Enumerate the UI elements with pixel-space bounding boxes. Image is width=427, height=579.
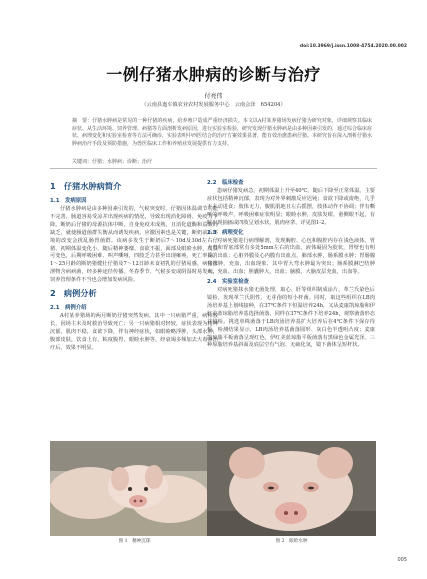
- body-paragraph: 对病死猪进行病理解剖，发现胸腔、心包和腹腔内存在浅色液体，胃大弯和胃底部常有多处5mm左右的出血，液体凝固为胶状，胃壁也有明显的出血；心脏外膜及心内膜有出血点，肺部水肿，肠系膜水肿；胃肠腺有水肿，充血，出血现象，其中胃大弯水肿最为突出；肠系膜淋巴结肿大、充血、出血；胆囊肿大，出血；脑膜、大脑皮层充血，出血等。: [207, 237, 375, 276]
- abstract: 摘 要：仔猪水肿病是常见的一种仔猪的疾病，给养殖户造成严重经济损失。本文以A村某养猪场发病仔猪为研究对象，详细观察其临床症状、从生活环境、饲养管理、病猪等方面剖析发病原因，进行实验室检验，研究发现仔猪水肿病是由多种因素引发的，通过综合临床症状、病理变化和实验室检查等方法可确诊，实验表明中西医结合的治疗方案效果显著，能有效治愈患病仔猪。本研究旨在深入剖析仔猪水肿病治疗手段及预防措施，为兽医临床工作和养殖业发展提供有力支持。: [72, 118, 373, 147]
- piglet-photo-depressed: [50, 441, 219, 536]
- body-paragraph: A村某养猪场的两月断奶仔猪突然发病，其中一只病猪严重，病程较长，因场主未及时救治导致死亡；另一只病猪相对轻较，症状表现为精神沉郁，肌肉不稳，食欲下降，伴有神经症状，如眼睑略浮肿，头部水肿，腹部皮肤，饮食上有，粘度腹胃，眼睑水肿等。经衰竭多频加去大毒素治疗后，效果不明显。: [50, 313, 218, 351]
- subsection-heading: 2.2 临床检查: [207, 180, 244, 186]
- body-paragraph: 仔猪水肿病是由多种因素引发的，气候突变时，仔猪因体温调节功能不完善，肠道容易受凉并出现疾病的情况，导致出现消化障碍、免疫力下降。断奶后仔猪的母源抗体中断，自身免疫未成熟，且消化道酶和益酸的缺乏，就使肠道菌群失衡从而诱发疾病。应激因素也是关键，断奶前后环境的改变会扰乱肠胃菌群。该病多发生于断奶后7～10d及30d左右仔猪，初期体温变化小，随后精神萎靡、食欲不振、面部及眼睑水肿，皮肤可变色，后期呼吸困难、叫声嘶哑，四肢乏力甚至出现瘫痪，死亡率高。1～25月龄的断奶猪健壮仔猪及7～12日龄未食初乳的仔猪易感，病猪排泄物含病病菌，经多种途径传播。冬春季节、气候多变或阴湿时易发病，饲养管理条件不当也会增加发病风险。: [50, 206, 218, 284]
- author-affiliation: （云南县迤车镇农业农村发展服务中心 云南会泽 654204）: [141, 102, 286, 108]
- subsection-heading: 2.4 实验室检查: [207, 279, 249, 286]
- figure-caption: 图 1 精神沉郁: [118, 539, 151, 544]
- doi-line: doi:10.3969/j.issn.1008-4754.2020.00.002: [299, 44, 407, 49]
- header-divider: [50, 168, 377, 169]
- right-column: [207, 178, 375, 350]
- page-number: 005: [397, 557, 407, 563]
- left-column: [50, 178, 218, 353]
- subsection-heading: 2.1 病例介绍: [50, 305, 87, 312]
- piglet-photo-eyelid-edema: [207, 441, 376, 536]
- section-heading: 1 仔猪水肿病简介: [50, 181, 122, 191]
- figure-caption: 图 2 眼睑水肿: [275, 539, 308, 544]
- subsection-heading: 2.3 病理变化: [207, 229, 244, 236]
- body-paragraph: 对病死猪抹水猪无菌处理，取心、肝等组织制成涂片，革兰氏染色后镜检，发现革兰氏阴性、无芽孢的短小杆菌。同时，取这些组织在LB肉汤培养基上划线接种，在37℃条件下恒温培养24h，又从麦康凯琼脂和伊红美蓝琼脂培养基选择菌落，同样在37℃条件下培养24h，观察菌落形态并镜检。挑选单株菌落于LB肉汤培养基扩大培养后在4℃条件下保存待检。检测结果显示，LB肉汤培养基菌落圆形、灰白色半透明凸度；麦康凯琼脂平板菌落呈现红色，伊红美蓝琼脂平板菌落有黑绿色金属光泽。三种琼脂培养基斜面及底层空有气泡、无硫化氢，镜下菌体呈短杆状。: [207, 287, 375, 349]
- keywords: 关键词：仔猪；水肿病；诊断；治疗: [72, 159, 153, 165]
- article-title: 一例仔猪水肿病的诊断与治疗: [106, 65, 321, 84]
- body-paragraph: 患病仔猪发病急，初期体温上升至40℃，随后下降至正常体温。主要症状包括精神沉郁，表现为对外界刺激反应迟钝；食欲下降或废绝，几乎不主动进食；肢体无力，腹肌肌地且左右摇摆，肢体动作不协调；伴有嘶哑的呼吸声，呼吸困难症状明显；眼睑水肿，皮肤发绀，童侧眼不起，有时出现抽搐或四肢呈划水状，肌肉痉挛，详见图1-2。: [207, 188, 375, 226]
- section-heading: 2 病例分析: [50, 288, 97, 299]
- author-name: 付亮伟: [204, 93, 223, 100]
- subsection-heading: 1.1 发病原因: [50, 198, 87, 204]
